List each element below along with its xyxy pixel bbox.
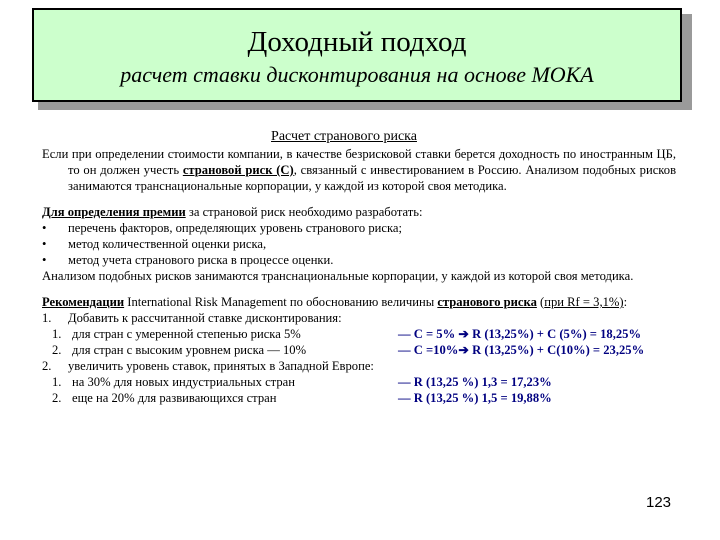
sub-item-number: 2. xyxy=(52,391,62,405)
sub-item-number: 1. xyxy=(52,327,62,341)
sub-item-text: на 30% для новых индустриальных стран xyxy=(72,375,295,389)
formula xyxy=(398,326,641,342)
sub-item-number: 1. xyxy=(52,375,62,389)
list-item-text: метод количественной оценки риска, xyxy=(68,237,267,251)
page-subtitle: расчет ставки дисконтирования на основе МОКА xyxy=(120,62,594,87)
para1-text-c: , связанный с инвестированием в Россию. Анализом подобных рисков занимаются транснациональные корпорации, у каждой из которой своя методика. xyxy=(68,163,677,193)
formula-part: — С = 5% xyxy=(398,327,456,341)
content xyxy=(42,128,676,406)
sub-item-text: для стран с умеренной степенью риска 5% xyxy=(72,327,301,341)
recommendations-lead-text: International Risk Management по обоснованию величины xyxy=(124,295,438,309)
formula: — R (13,25 %) 1,3 = 17,23% xyxy=(398,375,552,389)
premium-tail: Анализом подобных рисков занимаются транснациональные корпорации, у каждой из которой своя методика. xyxy=(42,269,634,283)
sub-item-text: еще на 20% для развивающихся стран xyxy=(72,391,277,405)
recommendations-term: странового риска xyxy=(437,295,537,309)
formula-result: R (13,25%) + С (5%) = 18,25% xyxy=(472,327,642,341)
recommendations-lead-underlined: Рекомендации xyxy=(42,295,125,309)
paragraph-premium xyxy=(42,204,676,284)
item-number: 2. xyxy=(42,359,52,373)
sub-item-text: для стран с высоким уровнем риска — 10% xyxy=(72,343,307,357)
premium-lead xyxy=(42,204,676,220)
recommendations-lead xyxy=(42,294,676,310)
bullet-dot: • xyxy=(42,221,47,235)
recommendations-rf: при Rf = 3,1%) xyxy=(544,295,624,309)
list-item xyxy=(42,374,676,390)
list-item xyxy=(42,310,676,326)
formula: — R (13,25 %) 1,5 = 19,88% xyxy=(398,391,552,405)
formula-result: R (13,25%) + С(10%) = 23,25% xyxy=(472,343,645,357)
page-title: Доходный подход xyxy=(247,26,467,58)
right-arrow-icon: ➔ xyxy=(458,343,469,357)
item-number: 1. xyxy=(42,311,52,325)
bullet-dot: • xyxy=(42,237,47,251)
premium-lead-underlined: Для определения премии xyxy=(42,205,186,219)
para1-text-a: Если при определении стоимости компании, в качестве безрисковой ставки берется доходность по иностранным ЦБ, то он должен учесть xyxy=(42,147,676,177)
paragraph-country-risk xyxy=(42,146,676,194)
page-number: 123 xyxy=(646,494,672,511)
para1-term: страновой риск (С) xyxy=(182,163,294,177)
list-item xyxy=(42,236,676,252)
recommendations-paren: ( xyxy=(536,295,545,309)
list-item xyxy=(42,342,676,358)
section-title: Расчет странового риска xyxy=(271,129,417,144)
list-item xyxy=(42,326,676,342)
right-arrow-icon: ➔ xyxy=(458,327,469,341)
list-item-text: перечень факторов, определяющих уровень странового риска; xyxy=(68,221,403,235)
list-item xyxy=(42,220,676,236)
bullet-dot: • xyxy=(42,253,47,267)
list-item xyxy=(42,390,676,406)
list-item xyxy=(42,358,676,374)
paragraph-recommendations xyxy=(42,294,676,406)
header-box xyxy=(32,8,682,102)
item-text: увеличить уровень ставок, принятых в Западной Европе: xyxy=(68,359,374,373)
recommendations-colon: : xyxy=(623,295,628,309)
list-item xyxy=(42,252,676,268)
premium-lead-rest: за страновой риск необходимо разработать: xyxy=(185,205,423,219)
item-text: Добавить к рассчитанной ставке дисконтирования: xyxy=(68,311,342,325)
formula xyxy=(398,342,644,358)
sub-item-number: 2. xyxy=(52,343,62,357)
formula-part: — С =10% xyxy=(398,343,459,357)
list-item-text: метод учета странового риска в процессе оценки. xyxy=(68,253,334,267)
